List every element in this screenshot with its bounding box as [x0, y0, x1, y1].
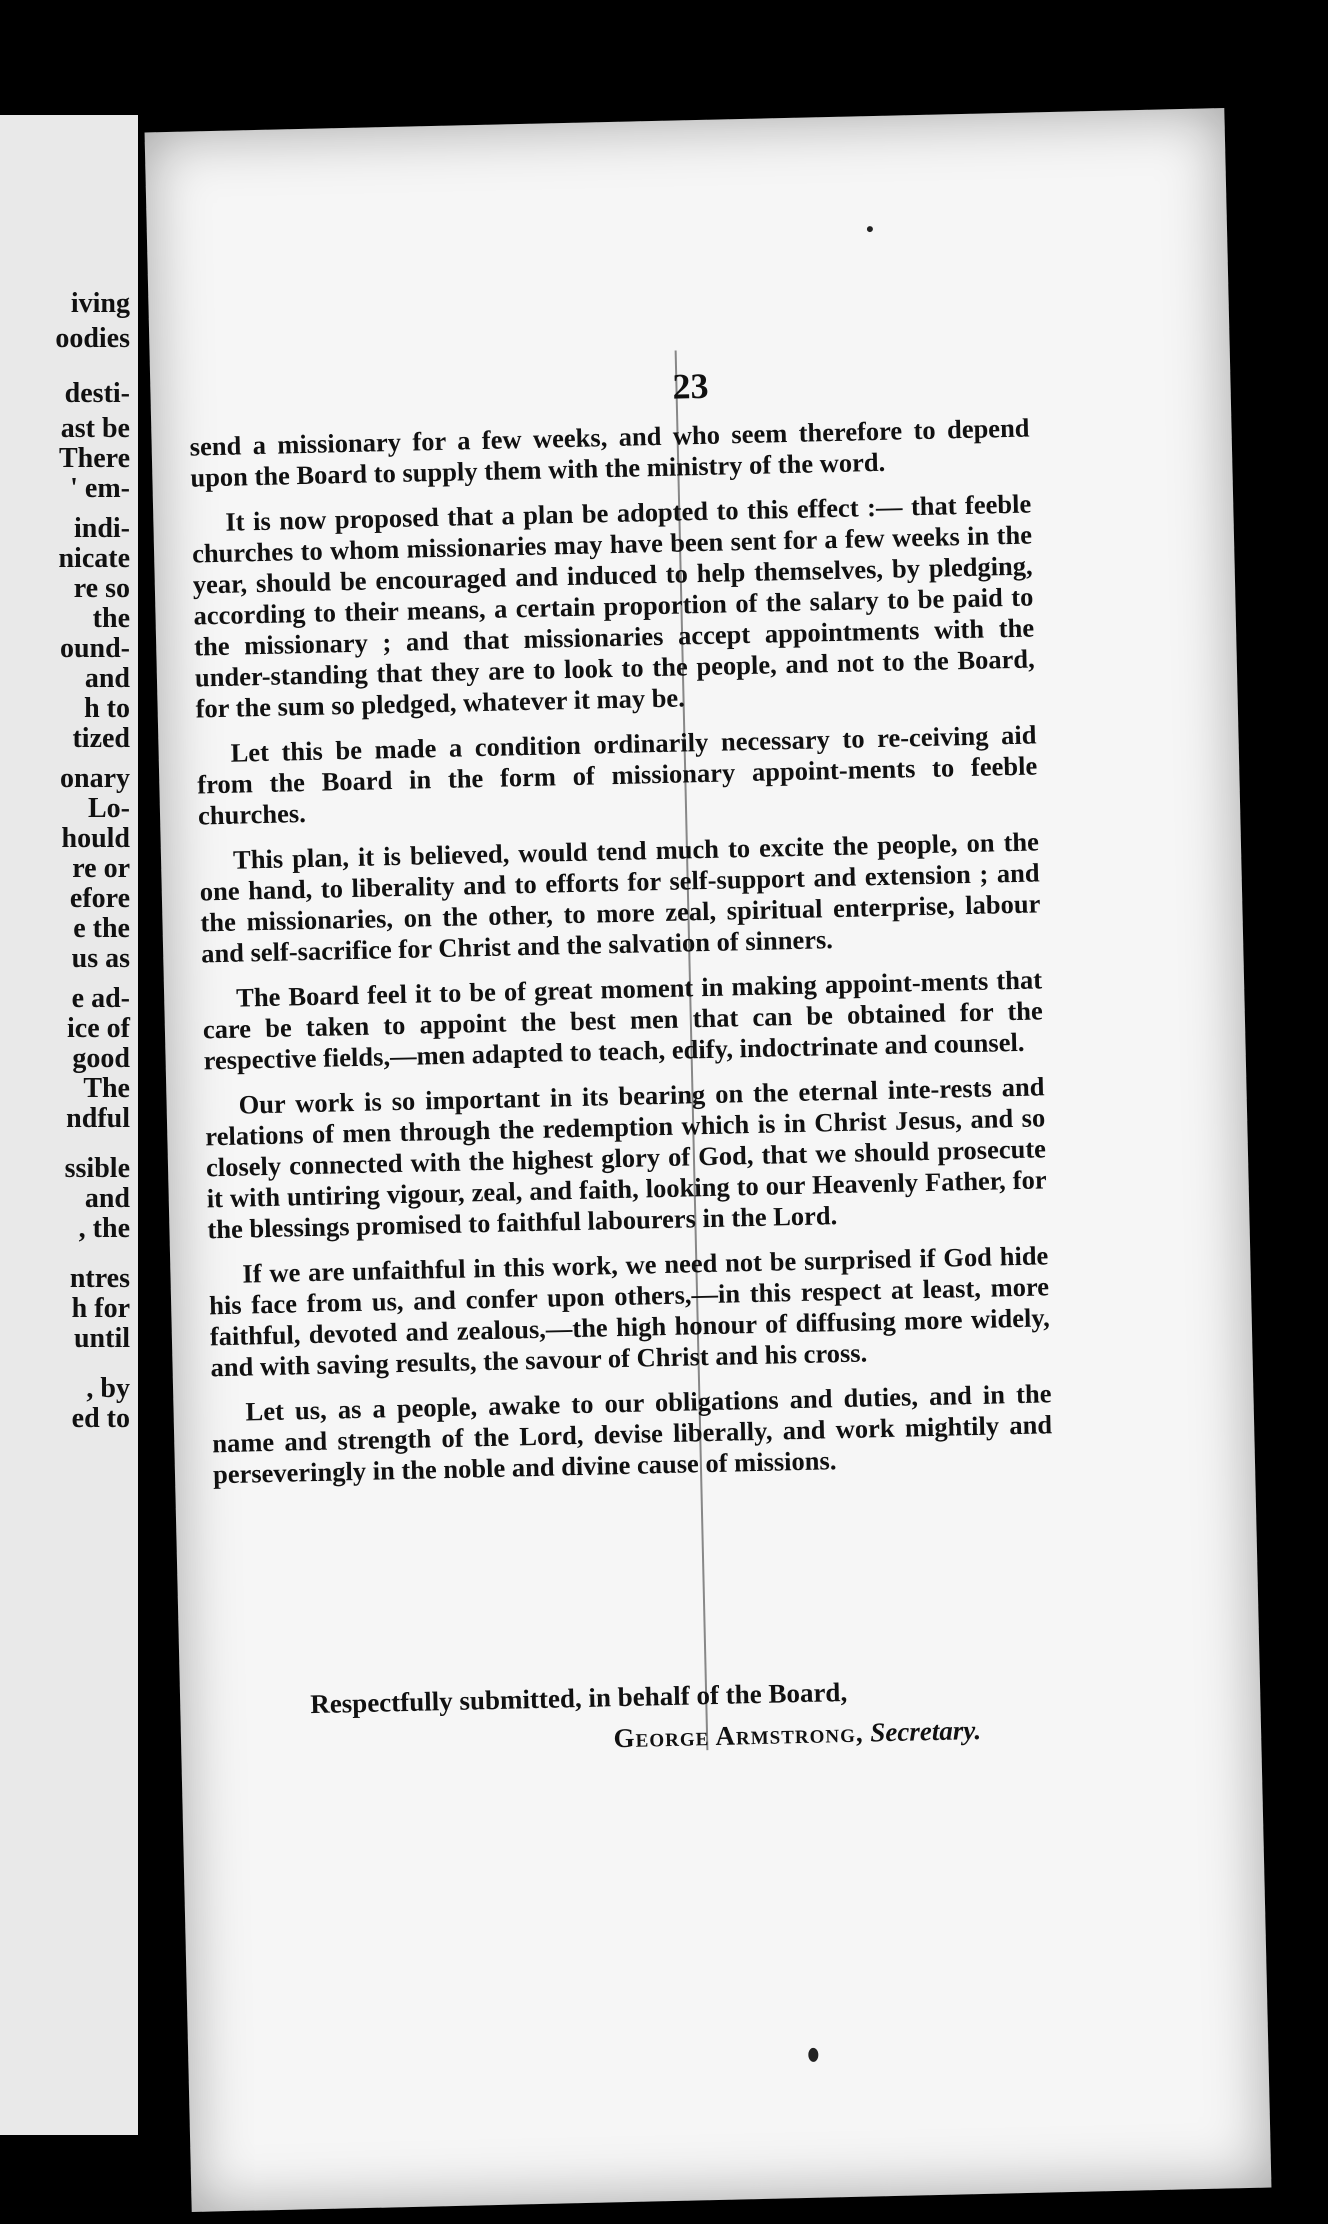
- previous-page-fragment: until: [73, 1323, 130, 1354]
- previous-page-fragment: The: [83, 1073, 130, 1104]
- previous-page-fragment: ound-: [59, 633, 130, 664]
- paragraph: The Board feel it to be of great moment in making appoint-ments that care be taken to appoint the best men that can be obtained for the respective fields,—men adapted to teach, edify, indoctrinate and counsel.: [202, 964, 1044, 1076]
- previous-page-fragment: indi-: [73, 513, 130, 544]
- previous-page-fragment: ' em-: [70, 473, 130, 504]
- previous-page-fragment: ast be: [60, 413, 130, 444]
- previous-page-fragment: good: [72, 1043, 130, 1074]
- signature: [311, 1713, 1072, 1761]
- previous-page-fragment: re or: [72, 853, 130, 884]
- previous-page-fragment: desti-: [64, 378, 130, 409]
- previous-page-fragment: efore: [69, 883, 130, 914]
- signatory-title: Secretary.: [869, 1714, 982, 1748]
- previous-page-fragment: ed to: [71, 1403, 130, 1434]
- previous-page-fragment: e the: [73, 913, 130, 944]
- paragraph: send a missionary for a few weeks, and who seem therefore to depend upon the Board to supply them with the ministry of the word.: [189, 412, 1030, 493]
- previous-page-fragment: ndful: [66, 1103, 130, 1134]
- previous-page-fragment: ice of: [67, 1013, 130, 1044]
- previous-page-fragment: and: [84, 663, 130, 694]
- previous-page-fragment: tized: [72, 723, 130, 754]
- previous-page-edge: [0, 115, 138, 2135]
- previous-page-fragment: ntres: [69, 1263, 130, 1294]
- paragraph: This plan, it is believed, would tend much to excite the people, on the one hand, to liberality and to efforts for self-support and extension ; and the missionaries, on the other, to more zeal, spiritual enterprise, labour and self-sacrifice for Christ and the salvation of sinners.: [199, 826, 1041, 969]
- previous-page-fragment: onary: [60, 763, 130, 794]
- paragraph: If we are unfaithful in this work, we need not be surprised if God hide his face from us, and confer upon others,—in this respect at least, more faithful, devoted and zealous,—the high honour of diffusing more widely, and with saving results, the savour of Christ and his cross.: [208, 1240, 1050, 1383]
- page-number: 23: [671, 365, 709, 407]
- previous-page-fragment: nicate: [58, 543, 130, 574]
- previous-page-fragment: iving: [70, 288, 130, 319]
- previous-page-fragment: Lo-: [88, 793, 130, 824]
- paragraph: Let us, as a people, awake to our obligations and duties, and in the name and strength of the Lord, devise liberally, and work mightily and perseveringly in the noble and divine cause of missions.: [211, 1378, 1053, 1490]
- previous-page-fragment: and: [84, 1183, 130, 1214]
- previous-page-fragment: ssible: [64, 1153, 130, 1184]
- previous-page-fragment: oodies: [55, 323, 130, 354]
- previous-page-fragment: There: [58, 443, 130, 474]
- previous-page-fragment: , by: [86, 1373, 130, 1404]
- signatory-name: George Armstrong,: [613, 1717, 864, 1754]
- previous-page-fragment: us as: [71, 943, 130, 974]
- ink-speck: [808, 2048, 818, 2062]
- previous-page-fragment: the: [92, 603, 130, 634]
- paragraph: Let this be made a condition ordinarily necessary to re-ceiving aid from the Board in the form of missionary appoint-ments to feeble churches.: [197, 719, 1038, 831]
- previous-page-fragment: h to: [84, 693, 130, 724]
- signoff: [310, 1672, 1071, 1761]
- paragraph: It is now proposed that a plan be adopted to this effect :— that feeble churches to whom missionaries may have been sent for a few weeks in the year, should be encouraged and induced to help themselves, by pledging, according to their means, a certain proportion of the salary to be paid to the missionary ; and that missionaries accept appointments with the under-standing that they are to look to the people, and not to the Board, for the sum so pledged, whatever it may be.: [191, 488, 1036, 724]
- previous-page-fragment: e ad-: [71, 983, 130, 1014]
- signoff-line: Respectfully submitted, in behalf of the Board,: [309, 1676, 848, 1720]
- body-text: [189, 413, 1053, 1505]
- previous-page-fragment: , the: [78, 1213, 130, 1244]
- document-page: [145, 108, 1272, 2212]
- paragraph: Our work is so important in its bearing on the eternal inte-rests and relations of men through the redemption which is in Christ Jesus, and so closely connected with the highest glory of God, that we should prosecute it with untiring vigour, zeal, and faith, looking to our Heavenly Father, for the blessings promised to faithful labourers in the Lord.: [204, 1071, 1047, 1245]
- ink-speck: [867, 226, 873, 232]
- previous-page-fragment: hould: [61, 823, 130, 854]
- previous-page-fragment: h for: [71, 1293, 130, 1324]
- previous-page-fragment: re so: [73, 573, 130, 604]
